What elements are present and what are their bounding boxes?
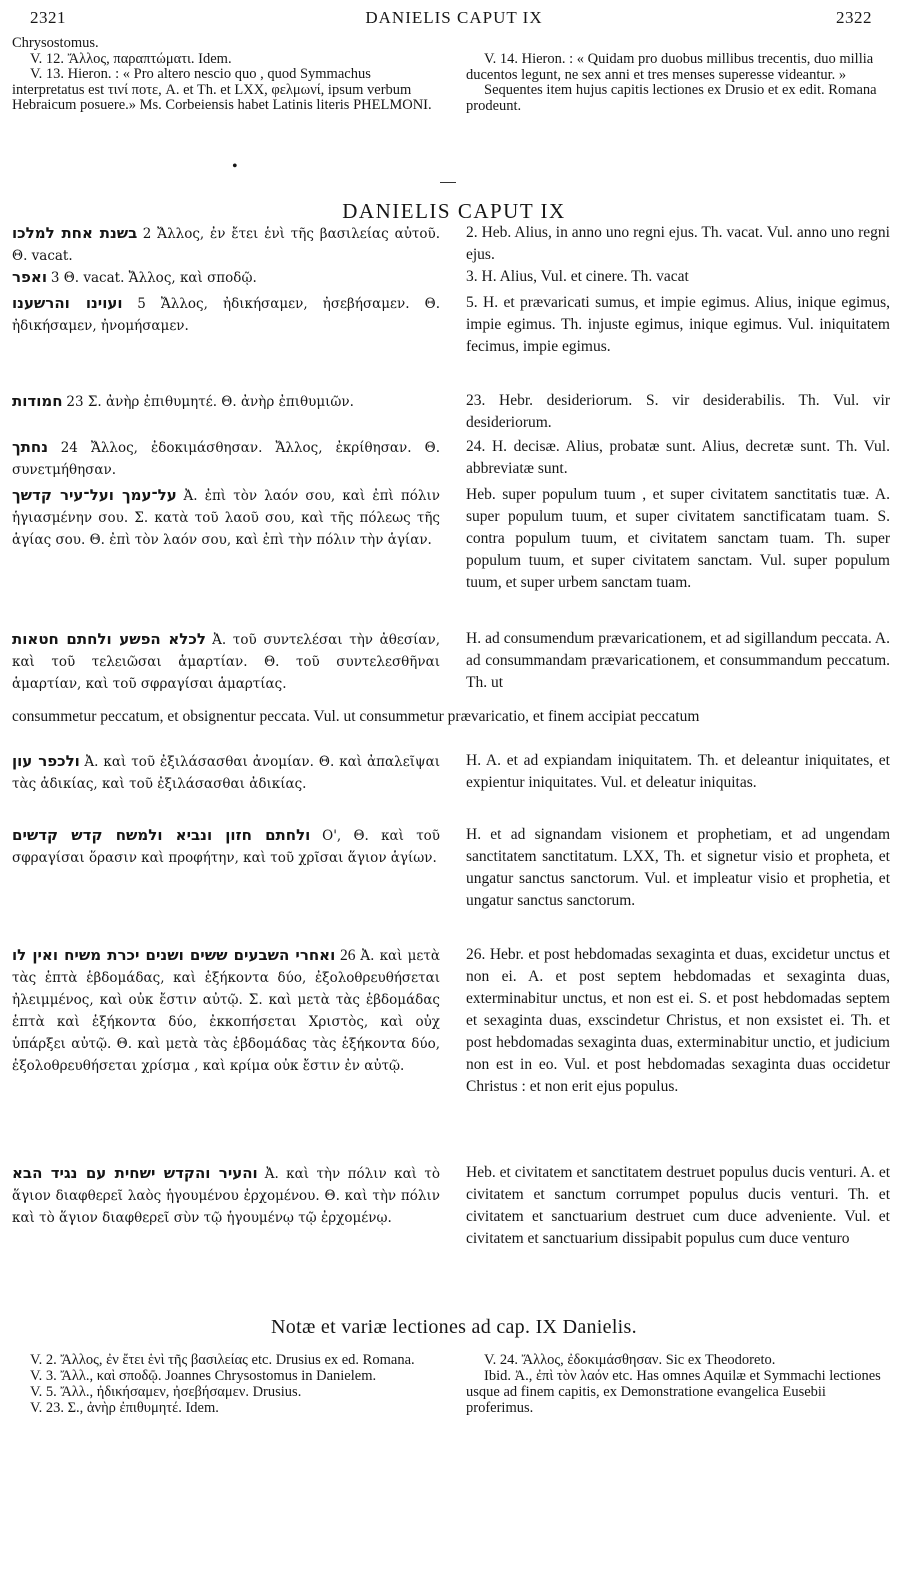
verse-number: 26: [340, 947, 356, 964]
verse-24-greek-sin: [12, 628, 440, 695]
footnote: V. 3. Ἄλλ., καὶ σποδῷ. Joannes Chrysostomus in Danielem.: [30, 1368, 377, 1384]
verse-3-greek: [12, 266, 440, 289]
greek-reading: 23 Σ. ἀνὴρ ἐπιθυμητέ. Θ. ἀνὴρ ἐπιθυμιῶν.: [66, 394, 354, 410]
hebrew-lemma: בשנת אחת למלכו: [12, 224, 138, 242]
ink-dot: •: [232, 158, 238, 175]
greek-reading: 2 Ἄλλος, ἐν ἔτει ἑνὶ τῆς βασιλείας αὐτοῦ. Θ. vacat.: [12, 226, 441, 264]
latin-verse-3: 3. H. Alius, Vul. et cinere. Th. vacat: [466, 268, 689, 285]
running-head: [0, 8, 908, 32]
top-notes-left: [12, 36, 444, 114]
verse-26-greek: [12, 944, 440, 1077]
verse-24-greek: [12, 436, 440, 481]
greek-reading: Ἀ. καὶ μετὰ τὰς ἑπτὰ ἑβδομάδας, καὶ ἑξήκοντα δύο, ἐξολοθρευθήσεται ἠλειμμένος, καὶ οὐκ ἔστιν αὐτῷ. Σ. καὶ μετὰ τὰς ἑβδομάδας ἑπτὰ καὶ ἑξήκοντα δύο, ἐκκοπήσεται Χριστὸς, καὶ οὐχ ὑπάρξει αὐτῷ. Θ. καὶ μετὰ τὰς ἑβδομάδας τὰς ἑξήκοντα δύο, ἐξολοθρευθήσεται χρίσμα , καὶ κρίμα οὐκ ἔστιν ἐν αὐτῷ.: [12, 948, 440, 1074]
note-line: Chrysostomus.: [12, 35, 99, 51]
latin-verse-24-iniquity: H. A. et ad expiandam iniquitatem. Th. et deleantur iniquitates, et expientur iniquitates. Vul. et deleatur iniquitas.: [466, 752, 890, 791]
footnote: V. 24. Ἄλλος, ἐδοκιμάσθησαν. Sic ex Theodoreto.: [484, 1352, 776, 1368]
page-number-left: 2321: [30, 8, 66, 27]
hebrew-lemma: והעיר והקדש ישחית עם נגיד הבא: [12, 1164, 258, 1182]
verse-5-greek: [12, 292, 440, 337]
top-notes-right: [466, 52, 890, 114]
note-line: V. 14. Hieron. : « Quidam pro duobus millibus trecentis, duo millia ducentos legunt, ne sex anni et tres menses superesse videantur. »: [466, 51, 874, 83]
latin-verse-24-people: Heb. super populum tuum , et super civitatem sanctitatis tuæ. A. super populum tuum, et super civitatem sanctificatam tuam. S. contra populum tuum, et civitatem sanctam tuam. Th. super populum tuum, et super civitatem sanctam. Vul. super populum tuum, et super urbem sanctam tuam.: [466, 486, 890, 591]
verse-24-greek-vision: [12, 824, 440, 869]
section-divider: [440, 182, 456, 183]
greek-reading: Ἀ. καὶ τοῦ ἐξιλάσασθαι ἀνομίαν. Θ. καὶ ἀπαλεῖψαι τὰς ἀδικίας, καὶ τοῦ ἐξιλάσασθαι ἀδικίας.: [12, 754, 440, 792]
verse-23-greek: [12, 390, 440, 413]
latin-verse-2: 2. Heb. Alius, in anno uno regni ejus. Th. vacat. Vul. anno uno regni ejus.: [466, 224, 890, 263]
hebrew-lemma: נחתך: [12, 438, 49, 456]
note-line: V. 12. Ἄλλος, παραπτώματι. Idem.: [30, 50, 232, 67]
hebrew-lemma: לכלא הפשע ולחתם חטאות: [12, 630, 206, 648]
verse-26-greek-city: [12, 1162, 440, 1229]
hebrew-lemma: ועוינו והרשענו: [12, 294, 123, 312]
verse-24-greek-people: [12, 484, 440, 551]
page-number-right: 2322: [836, 8, 872, 27]
footnote: V. 5. Ἄλλ., ἠδικήσαμεν, ἠσεβήσαμεν. Drusius.: [30, 1384, 302, 1400]
notes-heading: Notæ et variæ lectiones ad cap. IX Danielis.: [271, 1316, 637, 1338]
hebrew-lemma: ואפר: [12, 268, 47, 286]
latin-verse-24: 24. H. decisæ. Alius, probatæ sunt. Alius, decretæ sunt. Th. Vul. abbreviatæ sunt.: [466, 438, 890, 477]
greek-reading: 3 Θ. vacat. Ἄλλος, καὶ σποδῷ.: [50, 270, 257, 286]
latin-verse-26: 26. Hebr. et post hebdomadas sexaginta et duas, excidetur unctus et non ei. A. et post septem hebdomadas et sexaginta duas, exterminabitur unctus, et non est ei. S. et post hebdomadas septem et sexaginta duas, exscindetur Christus, et non exsistet ei. Th. et post hebdomadas sexaginta duas, exterminabitur unctio, et judicium non est in eo. Vul. et post hebdomadas sexaginta duas occidetur Christus : et non erit ejus populus.: [466, 946, 890, 1095]
latin-verse-24-vision: H. et ad signandam visionem et prophetiam, et ad ungendam sanctitatem sanctitatum. LXX, Th. et signetur visio et propheta, et ungatur sanctus sanctorum. Vul. et impleatur visio et prophetia, et ungatur sanctus sanctorum.: [466, 826, 890, 909]
greek-reading: Ἀ. καὶ τὴν πόλιν καὶ τὸ ἅγιον διαφθερεῖ λαὸς ἡγουμένου ἐρχομένου. Θ. καὶ τὴν πόλιν καὶ τὸ ἅγιον διαφθερεῖ σὺν τῷ ἡγουμένῳ τῷ ἐρχομένῳ.: [12, 1166, 440, 1226]
section-title: DANIELIS CAPUT IX: [342, 199, 566, 223]
footnote: V. 23. Σ., ἀνὴρ ἐπιθυμητέ. Idem.: [30, 1400, 219, 1416]
note-line: V. 13. Hieron. : « Pro altero nescio quo , quod Symmachus interpretatus est τινί ποτε, A. et Th. et LXX, φελμωνί, ipsum verbum Hebraicum posuere.» Ms. Corbeiensis habet Latinis literis PHELMONI.: [12, 66, 432, 113]
footnotes-right: [466, 1352, 890, 1416]
latin-verse-24-sin: H. ad consumendum prævaricationem, et ad sigillandum peccata. A. ad consummandam prævaricationem, et consummandum peccatum. Th. ut: [466, 630, 890, 691]
footnote: Ibid. Ἀ., ἐπὶ τὸν λαόν etc. Has omnes Aquilæ et Symmachi lectiones usque ad finem capitis, ex Demonstratione evangelica Eusebii proferimus.: [466, 1368, 881, 1416]
latin-verse-23: 23. Hebr. desideriorum. S. vir desiderabilis. Th. Vul. vir desideriorum.: [466, 392, 890, 431]
hebrew-lemma: ואחרי השבעים ששים ושנים יכרת משיח ואין לו: [12, 946, 336, 964]
hebrew-lemma: ולחתם חזון ונביא ולמשח קדש קדשים: [12, 826, 311, 844]
greek-reading: Ἀ. τοῦ συντελέσαι τὴν ἀθεσίαν, καὶ τοῦ τελειῶσαι ἁμαρτίαν. Θ. τοῦ συντελεσθῆναι ἁμαρτίαν, καὶ τοῦ σφραγίσαι ἁμαρτίας.: [12, 632, 441, 692]
latin-verse-5: 5. H. et prævaricati sumus, et impie egimus. Alius, inique egimus, impie egimus. Th. injuste egimus, inique egimus. Vul. iniquitatem fecimus, impie egimus.: [466, 294, 890, 355]
hebrew-lemma: על־עמך ועל־עיר קדשך: [12, 486, 177, 504]
greek-reading: Ἀ. ἐπὶ τὸν λαόν σου, καὶ ἐπὶ πόλιν ἡγιασμένην σου. Σ. κατὰ τοῦ λαοῦ σου, καὶ τῆς πόλεως τῆς ἁγίας σου. Θ. ἐπὶ τὸν λαόν σου, καὶ ἐπὶ τὴν πόλιν τὴν ἁγίαν.: [12, 488, 440, 548]
greek-reading: 24 Ἄλλος, ἐδοκιμάσθησαν. Ἄλλος, ἐκρίθησαν. Θ. συνετμήθησαν.: [12, 440, 440, 478]
footnote: V. 2. Ἄλλος, ἐν ἔτει ἑνὶ τῆς βασιλείας etc. Drusius ex ed. Romana.: [30, 1352, 415, 1368]
hebrew-lemma: חמודות: [12, 392, 63, 410]
spanning-line: consummetur peccatum, et obsignentur peccata. Vul. ut consummetur prævaricatio, et finem accipiat peccatum: [12, 708, 700, 725]
greek-reading: Ο', Θ. καὶ τοῦ σφραγίσαι ὅρασιν καὶ προφήτην, καὶ τοῦ χρῖσαι ἅγιον ἁγίων.: [12, 828, 441, 866]
running-title: DANIELIS CAPUT IX: [365, 8, 543, 27]
footnotes-left: [12, 1352, 442, 1416]
verse-24-greek-iniquity: [12, 750, 440, 795]
note-line: Sequentes item hujus capitis lectiones ex Drusio et ex edit. Romana prodeunt.: [466, 82, 877, 114]
hebrew-lemma: ולכפר עון: [12, 752, 80, 770]
verse-2-greek: [12, 222, 440, 267]
greek-reading: 5 Ἄλλος, ἠδικήσαμεν, ἠσεβήσαμεν. Θ. ἠδικήσαμεν, ἠνομήσαμεν.: [12, 296, 441, 334]
latin-verse-26-city: Heb. et civitatem et sanctitatem destruet populus ducis venturi. A. et civitatem et sanctum corrumpet populus ducis venturi. Th. et civitatem et sanctuarium destruet cum duce adveniente. Vul. et civitatem et sanctuarium dissipabit populus cum duce venturo: [466, 1164, 890, 1247]
